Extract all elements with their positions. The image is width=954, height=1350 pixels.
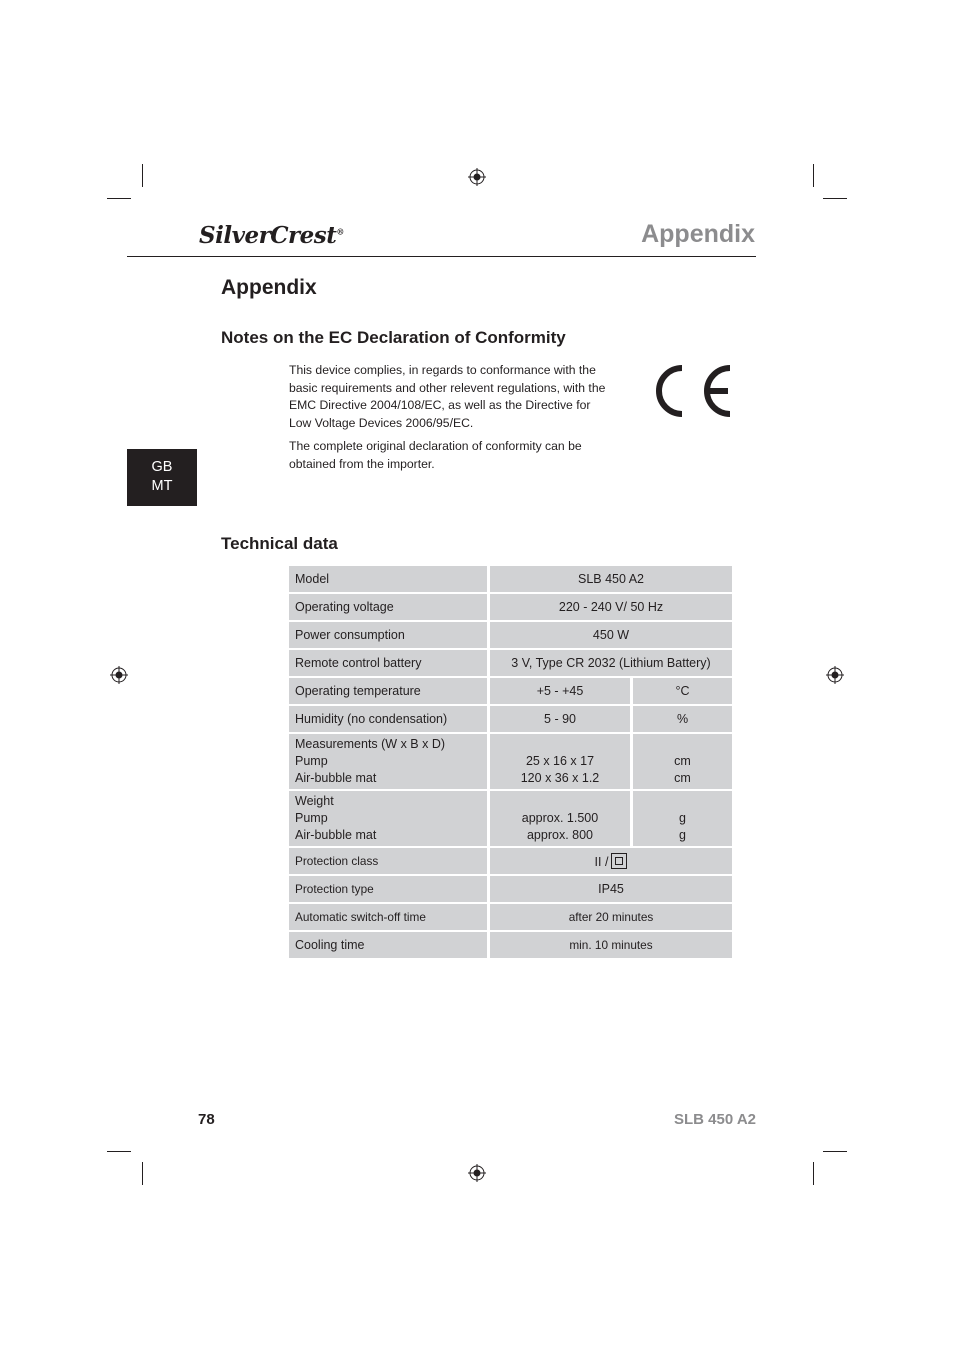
table-row: [289, 876, 732, 902]
table-row: [289, 848, 732, 874]
row-unit-line: g: [679, 811, 686, 825]
technical-data-table: [286, 564, 735, 960]
paragraph-line: This device complies, in regards to conformance with the: [289, 363, 596, 377]
row-unit-line: cm: [674, 754, 691, 768]
footer-model: SLB 450 A2: [674, 1111, 756, 1128]
crop-mark: [142, 1162, 143, 1185]
row-value: after 20 minutes: [490, 904, 732, 930]
table-row: [289, 566, 732, 592]
row-label: Model: [289, 566, 487, 592]
row-label: Protection type: [289, 876, 487, 902]
registration-mark-icon: [468, 1164, 486, 1182]
row-value: 220 - 240 V/ 50 Hz: [490, 594, 732, 620]
language-code: GB: [151, 459, 173, 475]
table-row: [289, 594, 732, 620]
row-value: +5 - +45: [490, 678, 630, 704]
crop-mark: [823, 198, 847, 199]
registration-mark-icon: [468, 168, 486, 186]
crop-mark: [813, 164, 814, 187]
row-label: Protection class: [289, 848, 487, 874]
row-value: IP45: [490, 876, 732, 902]
row-unit: °C: [633, 678, 732, 704]
double-insulation-icon: [611, 853, 627, 869]
row-value-line: 120 x 36 x 1.2: [520, 771, 600, 785]
ec-declaration-paragraph: [289, 362, 619, 432]
row-label-main: Measurements (W x B x D): [295, 737, 446, 751]
header-divider: [127, 256, 756, 257]
row-label-sub: Pump: [295, 754, 328, 768]
row-label: Cooling time: [289, 932, 487, 958]
row-value: [490, 734, 630, 789]
registration-mark-icon: [826, 666, 844, 684]
row-label: Automatic switch-off time: [289, 904, 487, 930]
crop-mark: [823, 1151, 847, 1152]
header-title: Appendix: [641, 220, 755, 248]
table-row: [289, 650, 732, 676]
paragraph-line: Low Voltage Devices 2006/95/EC.: [289, 415, 474, 430]
ec-declaration-heading: Notes on the EC Declaration of Conformity: [221, 328, 566, 347]
row-label: [289, 791, 487, 846]
row-value: 5 - 90: [490, 706, 630, 732]
row-value-line: 25 x 16 x 17: [525, 754, 595, 768]
row-unit: [633, 791, 732, 846]
table-row: [289, 904, 732, 930]
brand-logo: [199, 222, 344, 249]
row-unit-line: g: [679, 828, 686, 842]
protection-class-text: II /: [594, 855, 609, 869]
table-row: [289, 706, 732, 732]
row-value: [490, 791, 630, 846]
row-label-main: Weight: [295, 794, 334, 808]
page-number: 78: [198, 1111, 215, 1128]
crop-mark: [107, 198, 131, 199]
row-label: Operating temperature: [289, 678, 487, 704]
technical-data-heading: Technical data: [221, 534, 338, 553]
row-value: min. 10 minutes: [490, 932, 732, 958]
ec-declaration-paragraph: [289, 438, 619, 473]
crop-mark: [813, 1162, 814, 1185]
table-row: [289, 678, 732, 704]
row-value: [490, 848, 732, 874]
row-unit: [633, 734, 732, 789]
row-label: Operating voltage: [289, 594, 487, 620]
registration-mark-icon: [110, 666, 128, 684]
language-tab: [127, 449, 197, 506]
row-value: 3 V, Type CR 2032 (Lithium Battery): [490, 650, 732, 676]
row-label: Power consumption: [289, 622, 487, 648]
row-value-line: approx. 1.500: [521, 811, 599, 825]
brand-name: SilverCrest: [199, 222, 337, 249]
registered-mark: ®: [336, 226, 344, 237]
crop-mark: [142, 164, 143, 187]
ce-mark-icon: [656, 364, 732, 418]
table-row: [289, 791, 732, 846]
row-value-line: approx. 800: [526, 828, 594, 842]
paragraph-line: The complete original declaration of conformity can be: [289, 439, 582, 453]
section-title: Appendix: [221, 276, 317, 299]
row-label-sub: Air-bubble mat: [295, 828, 377, 842]
paragraph-line: basic requirements and other relevent regulations, with the: [289, 380, 606, 395]
row-label: [289, 734, 487, 789]
paragraph-line: EMC Directive 2004/108/EC, as well as the Directive for: [289, 398, 591, 412]
row-value: SLB 450 A2: [490, 566, 732, 592]
row-label-sub: Pump: [295, 811, 328, 825]
row-unit-line: cm: [674, 771, 691, 785]
paragraph-line: obtained from the importer.: [289, 456, 435, 471]
row-label: Remote control battery: [289, 650, 487, 676]
row-unit: %: [633, 706, 732, 732]
row-value: 450 W: [490, 622, 732, 648]
row-label-sub: Air-bubble mat: [295, 771, 377, 785]
table-row: [289, 734, 732, 789]
language-code: MT: [151, 478, 173, 494]
row-label: Humidity (no condensation): [289, 706, 487, 732]
table-row: [289, 932, 732, 958]
crop-mark: [107, 1151, 131, 1152]
table-row: [289, 622, 732, 648]
